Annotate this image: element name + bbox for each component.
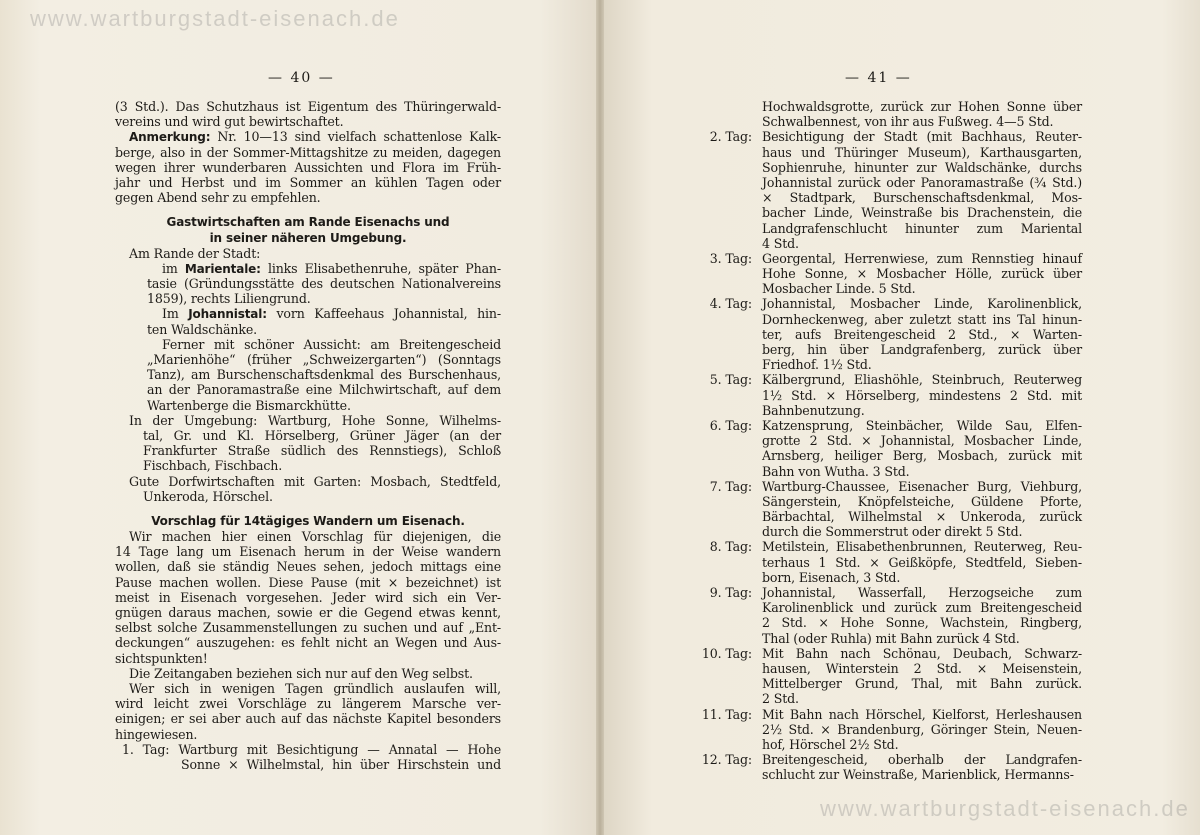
text-line: terhaus 1 Std. × Geißköpfe, Stedtfeld, Sieben-: [762, 554, 1082, 570]
text-line: grotte 2 Std. × Johannistal, Mosbacher Linde,: [762, 433, 1082, 449]
day-1-label: 1. Tag:: [122, 741, 170, 757]
text-line: deckungen“ auszugehen: es fehlt nicht an Wegen und Aus-: [115, 635, 501, 651]
day-1-line-2: Sonne × Wilhelmstal, hin über Hirschstein und: [181, 756, 501, 772]
text-line: Sophienruhe, hinunter zur Waldschänke, durchs: [762, 159, 1082, 175]
text-line: (3 Std.). Das Schutzhaus ist Eigentum des Thüringerwald-: [115, 99, 501, 114]
text-line: Bahnbenutzung.: [762, 402, 865, 418]
text-line: Katzensprung, Steinbächer, Wilde Sau, Elfen-: [762, 417, 1082, 433]
text-line: hingewiesen.: [115, 726, 198, 742]
right-page-text: [682, 99, 1082, 782]
text-line: 1½ Std. × Hörselberg, mindestens 2 Std. mit: [762, 387, 1082, 403]
text-line: „Marienhöhe“ (früher „Schweizergarten“) (Sonntags: [147, 352, 501, 367]
text-line: tal, Gr. und Kl. Hörselberg, Grüner Jäger (an der: [143, 427, 501, 443]
day-9: [682, 585, 1082, 646]
text-line: jahr und Herbst und im Sommer an kühlen Tagen oder: [115, 174, 501, 190]
day-text: [762, 296, 1082, 372]
day-label: 10. Tag:: [701, 645, 752, 661]
johannistal-paragraph: [115, 322, 501, 337]
text-line: ter, aufs Breitengescheid 2 Std., × Warten-: [762, 326, 1082, 342]
zeitangaben-line: Die Zeitangaben beziehen sich nur auf den Weg selbst.: [129, 665, 473, 681]
day-text: [762, 372, 1082, 418]
text-line: an der Panoramastraße eine Milchwirtschaft, auf dem: [147, 382, 501, 398]
text-line: Schwalbennest, von ihr aus Fußweg. 4—5 Std.: [762, 114, 1054, 130]
text-line: Fischbach, Fischbach.: [143, 458, 283, 474]
text-line: Dornheckenweg, aber zuletzt statt ins Tal hinun-: [762, 311, 1082, 327]
text-line: Bahn von Wutha. 3 Std.: [762, 463, 910, 479]
text-line: meist in Eisenach vorgesehen. Jeder wird sich ein Ver-: [115, 589, 501, 605]
text-line: schlucht zur Weinstraße, Marienblick, Hermanns-: [762, 767, 1074, 783]
continuation-paragraph: [682, 99, 1082, 129]
day-7: [682, 479, 1082, 540]
text-line: hof, Hörschel 2½ Std.: [762, 736, 899, 752]
text-line: gnügen daraus machen, sowie er die Gegend etwas kennt,: [115, 605, 501, 620]
day-11: [682, 707, 1082, 753]
johannistal-line: Im Johannistal: vorn Kaffeehaus Johannistal, hin-: [162, 306, 501, 322]
heading-vorschlag: Vorschlag für 14tägiges Wandern um Eisenach.: [151, 513, 465, 528]
day-4: [682, 296, 1082, 372]
text-line: Hohe Sonne, × Mosbacher Hölle, zurück über: [762, 266, 1082, 282]
ferner-paragraph: [115, 337, 501, 413]
text-line: wollen, daß sie ständig Neues sehen, jedoch mittags eine: [115, 559, 501, 575]
day-text: [762, 251, 1082, 297]
text-line: 2 Std. × Hohe Sonne, Wachstein, Ringberg,: [762, 615, 1082, 631]
watermark-top: www.wartburgstadt-eisenach.de: [30, 6, 400, 31]
text-line: Landgrafenschlucht hinunter zum Mariental: [762, 220, 1082, 236]
text-line: Tanz), am Burschenschaftsdenkmal des Burschenhaus,: [147, 367, 501, 383]
watermark-bottom: www.wartburgstadt-eisenach.de: [820, 796, 1190, 821]
day-12: [682, 752, 1082, 782]
text-line: ten Waldschänke.: [147, 321, 258, 337]
mariental-line: im Marientale: links Elisabethenruhe, später Phan-: [162, 260, 501, 276]
wer-paragraph: [115, 681, 501, 742]
day-text: [762, 752, 1082, 782]
text-line: Thal (oder Ruhla) mit Bahn zurück 4 Std.: [762, 630, 1020, 646]
text-line: Unkeroda, Hörschel.: [143, 488, 273, 504]
day-text: [762, 585, 1082, 646]
heading-gastwirtschaften: Gastwirtschaften am Rande Eisenachs und: [166, 215, 450, 230]
heading-gastwirtschaften-2: in seiner näheren Umgebung.: [209, 230, 407, 245]
text-line: 1859), rechts Liliengrund.: [147, 291, 311, 307]
text-line: Sängerstein, Knöpfelsteiche, Güldene Pforte,: [762, 493, 1082, 509]
text-line: berge, also in der Sommer-Mittagshitze zu meiden, dagegen: [115, 144, 501, 160]
text-line: selbst solche Zusammenstellungen zu suchen und auf „Ent-: [115, 620, 501, 636]
anmerkung-line: Anmerkung: Nr. 10—13 sind vielfach schattenlose Kalk-: [129, 129, 501, 145]
rand-label: Am Rande der Stadt:: [129, 245, 261, 261]
text-line: Hochwaldsgrotte, zurück zur Hohen Sonne über: [762, 99, 1082, 114]
text-line: 2½ Std. × Brandenburg, Göringer Stein, Neuen-: [762, 721, 1082, 737]
text-line: Johannistal, Wasserfall, Herzogseiche zum: [762, 585, 1082, 600]
umgebung-paragraph: [115, 413, 501, 474]
text-line: Mosbacher Linde. 5 Std.: [762, 281, 916, 297]
text-line: 2 Std.: [762, 691, 799, 707]
text-line: Pause machen wollen. Diese Pause (mit × bezeichnet) ist: [115, 574, 501, 590]
text-line: Karolinenblick und zurück zum Breitengescheid: [762, 600, 1082, 616]
day-label: 7. Tag:: [709, 478, 752, 494]
day-text: [762, 646, 1082, 707]
text-line: einigen; er sei aber auch auf das nächste Kapitel besonders: [115, 711, 501, 727]
day-label: 5. Tag:: [709, 372, 752, 388]
left-page-number: — 40 —: [268, 70, 335, 86]
day-6: [682, 418, 1082, 479]
text-line: haus und Thüringer Museum), Karthausgarten,: [762, 144, 1082, 160]
day-text: [762, 129, 1082, 251]
day-label: 2. Tag:: [709, 129, 752, 145]
text-line: Wir machen hier einen Vorschlag für diejenigen, die: [129, 529, 501, 545]
day-label: 9. Tag:: [709, 585, 752, 600]
text-line: Mittelberger Grund, Thal, mit Bahn zurück.: [762, 676, 1082, 692]
text-line: In der Umgebung: Wartburg, Hohe Sonne, Wilhelms-: [129, 412, 501, 428]
text-line: Mit Bahn nach Schönau, Deubach, Schwarz-: [762, 645, 1082, 661]
text-line: Arnsberg, heiliger Berg, Mosbach, zurück mit: [762, 448, 1082, 464]
day-list: [682, 129, 1082, 782]
day-label: 3. Tag:: [709, 250, 752, 266]
anmerkung-paragraph: [115, 145, 501, 206]
text-line: Georgental, Herrenwiese, zum Rennstieg hinauf: [762, 250, 1082, 266]
text-line: Kälbergrund, Eliashöhle, Steinbruch, Reuterweg: [762, 372, 1082, 388]
text-line: hausen, Winterstein 2 Std. × Meisenstein,: [762, 660, 1082, 676]
text-line: Besichtigung der Stadt (mit Bachhaus, Reuter-: [762, 129, 1082, 145]
mariental-label: Marientale:: [184, 261, 261, 276]
text-line: gegen Abend sehr zu empfehlen.: [115, 190, 321, 206]
day-1-line-1: 1. Tag: Wartburg mit Besichtigung — Annatal — Hohe: [122, 741, 501, 757]
text-line: Metilstein, Elisabethenbrunnen, Reuterweg, Reu-: [762, 539, 1082, 555]
text-line: Mit Bahn nach Hörschel, Kielforst, Herleshausen: [762, 706, 1082, 722]
text-line: Wartenberge die Bismarckhütte.: [147, 397, 351, 413]
day-text: [762, 539, 1082, 585]
day-text: [762, 479, 1082, 540]
text-line: 4 Std.: [762, 235, 799, 251]
text-line: durch die Sommerstrut oder direkt 5 Std.: [762, 524, 1023, 540]
book-gutter: [596, 0, 604, 835]
right-page-number: — 41 —: [845, 70, 912, 86]
text-line: born, Eisenach, 3 Std.: [762, 569, 901, 585]
day-label: 12. Tag:: [701, 752, 752, 768]
text-line: Friedhof. 1½ Std.: [762, 357, 872, 373]
text-line: sichtspunkten!: [115, 650, 208, 666]
day-8: [682, 539, 1082, 585]
text-line: Ferner mit schöner Aussicht: am Breitengescheid: [162, 336, 501, 352]
text-line: Wartburg-Chaussee, Eisenacher Burg, Viehburg,: [762, 478, 1082, 494]
day-10: [682, 646, 1082, 707]
intro-paragraph: [115, 99, 501, 129]
text-line: wegen ihrer wunderbaren Aussichten und Flora im Früh-: [115, 159, 501, 175]
johannistal-label: Johannistal:: [188, 307, 267, 322]
day-label: 11. Tag:: [701, 706, 752, 722]
day-5: [682, 372, 1082, 418]
text-line: Bärbachtal, Wilhelmstal × Unkeroda, zurück: [762, 509, 1082, 525]
day-3: [682, 251, 1082, 297]
text-line: berg, hin über Landgrafenberg, zurück über: [762, 342, 1082, 357]
left-page-text: [115, 99, 501, 772]
text-line: Wer sich in wenigen Tagen gründlich auslaufen will,: [129, 680, 501, 696]
text-line: Johannistal, Mosbacher Linde, Karolinenblick,: [762, 296, 1082, 312]
text-line: bacher Linde, Weinstraße bis Drachenstein, die: [762, 205, 1082, 221]
day-label: 4. Tag:: [709, 296, 752, 312]
anmerkung-label: Anmerkung:: [129, 130, 211, 145]
day-label: 8. Tag:: [709, 539, 752, 555]
text-line: tasie (Gründungsstätte des deutschen Nationalvereins: [147, 276, 501, 292]
text-line: × Stadtpark, Burschenschaftsdenkmal, Mos-: [762, 190, 1082, 206]
day-1: [115, 742, 501, 772]
vorschlag-paragraph: [115, 529, 501, 666]
text-line: wird leicht zwei Vorschläge zu längerem Marsche ver-: [115, 696, 501, 712]
dorf-paragraph: [115, 474, 501, 504]
day-label: 6. Tag:: [709, 417, 752, 433]
text-line: Gute Dorfwirtschaften mit Garten: Mosbach, Stedtfeld,: [129, 473, 501, 489]
day-text: [762, 418, 1082, 479]
text-line: 14 Tage lang um Eisenach herum in der Weise wandern: [115, 544, 501, 560]
text-line: Breitengescheid, oberhalb der Landgrafen-: [762, 752, 1082, 768]
day-text: [762, 707, 1082, 753]
text-line: vereins und wird gut bewirtschaftet.: [115, 114, 344, 130]
day-2: [682, 129, 1082, 251]
text-line: Johannistal zurück oder Panoramastraße (¾ Std.): [762, 174, 1082, 190]
text-line: Frankfurter Straße südlich des Rennstiegs), Schloß: [143, 443, 501, 459]
mariental-paragraph: [115, 276, 501, 306]
